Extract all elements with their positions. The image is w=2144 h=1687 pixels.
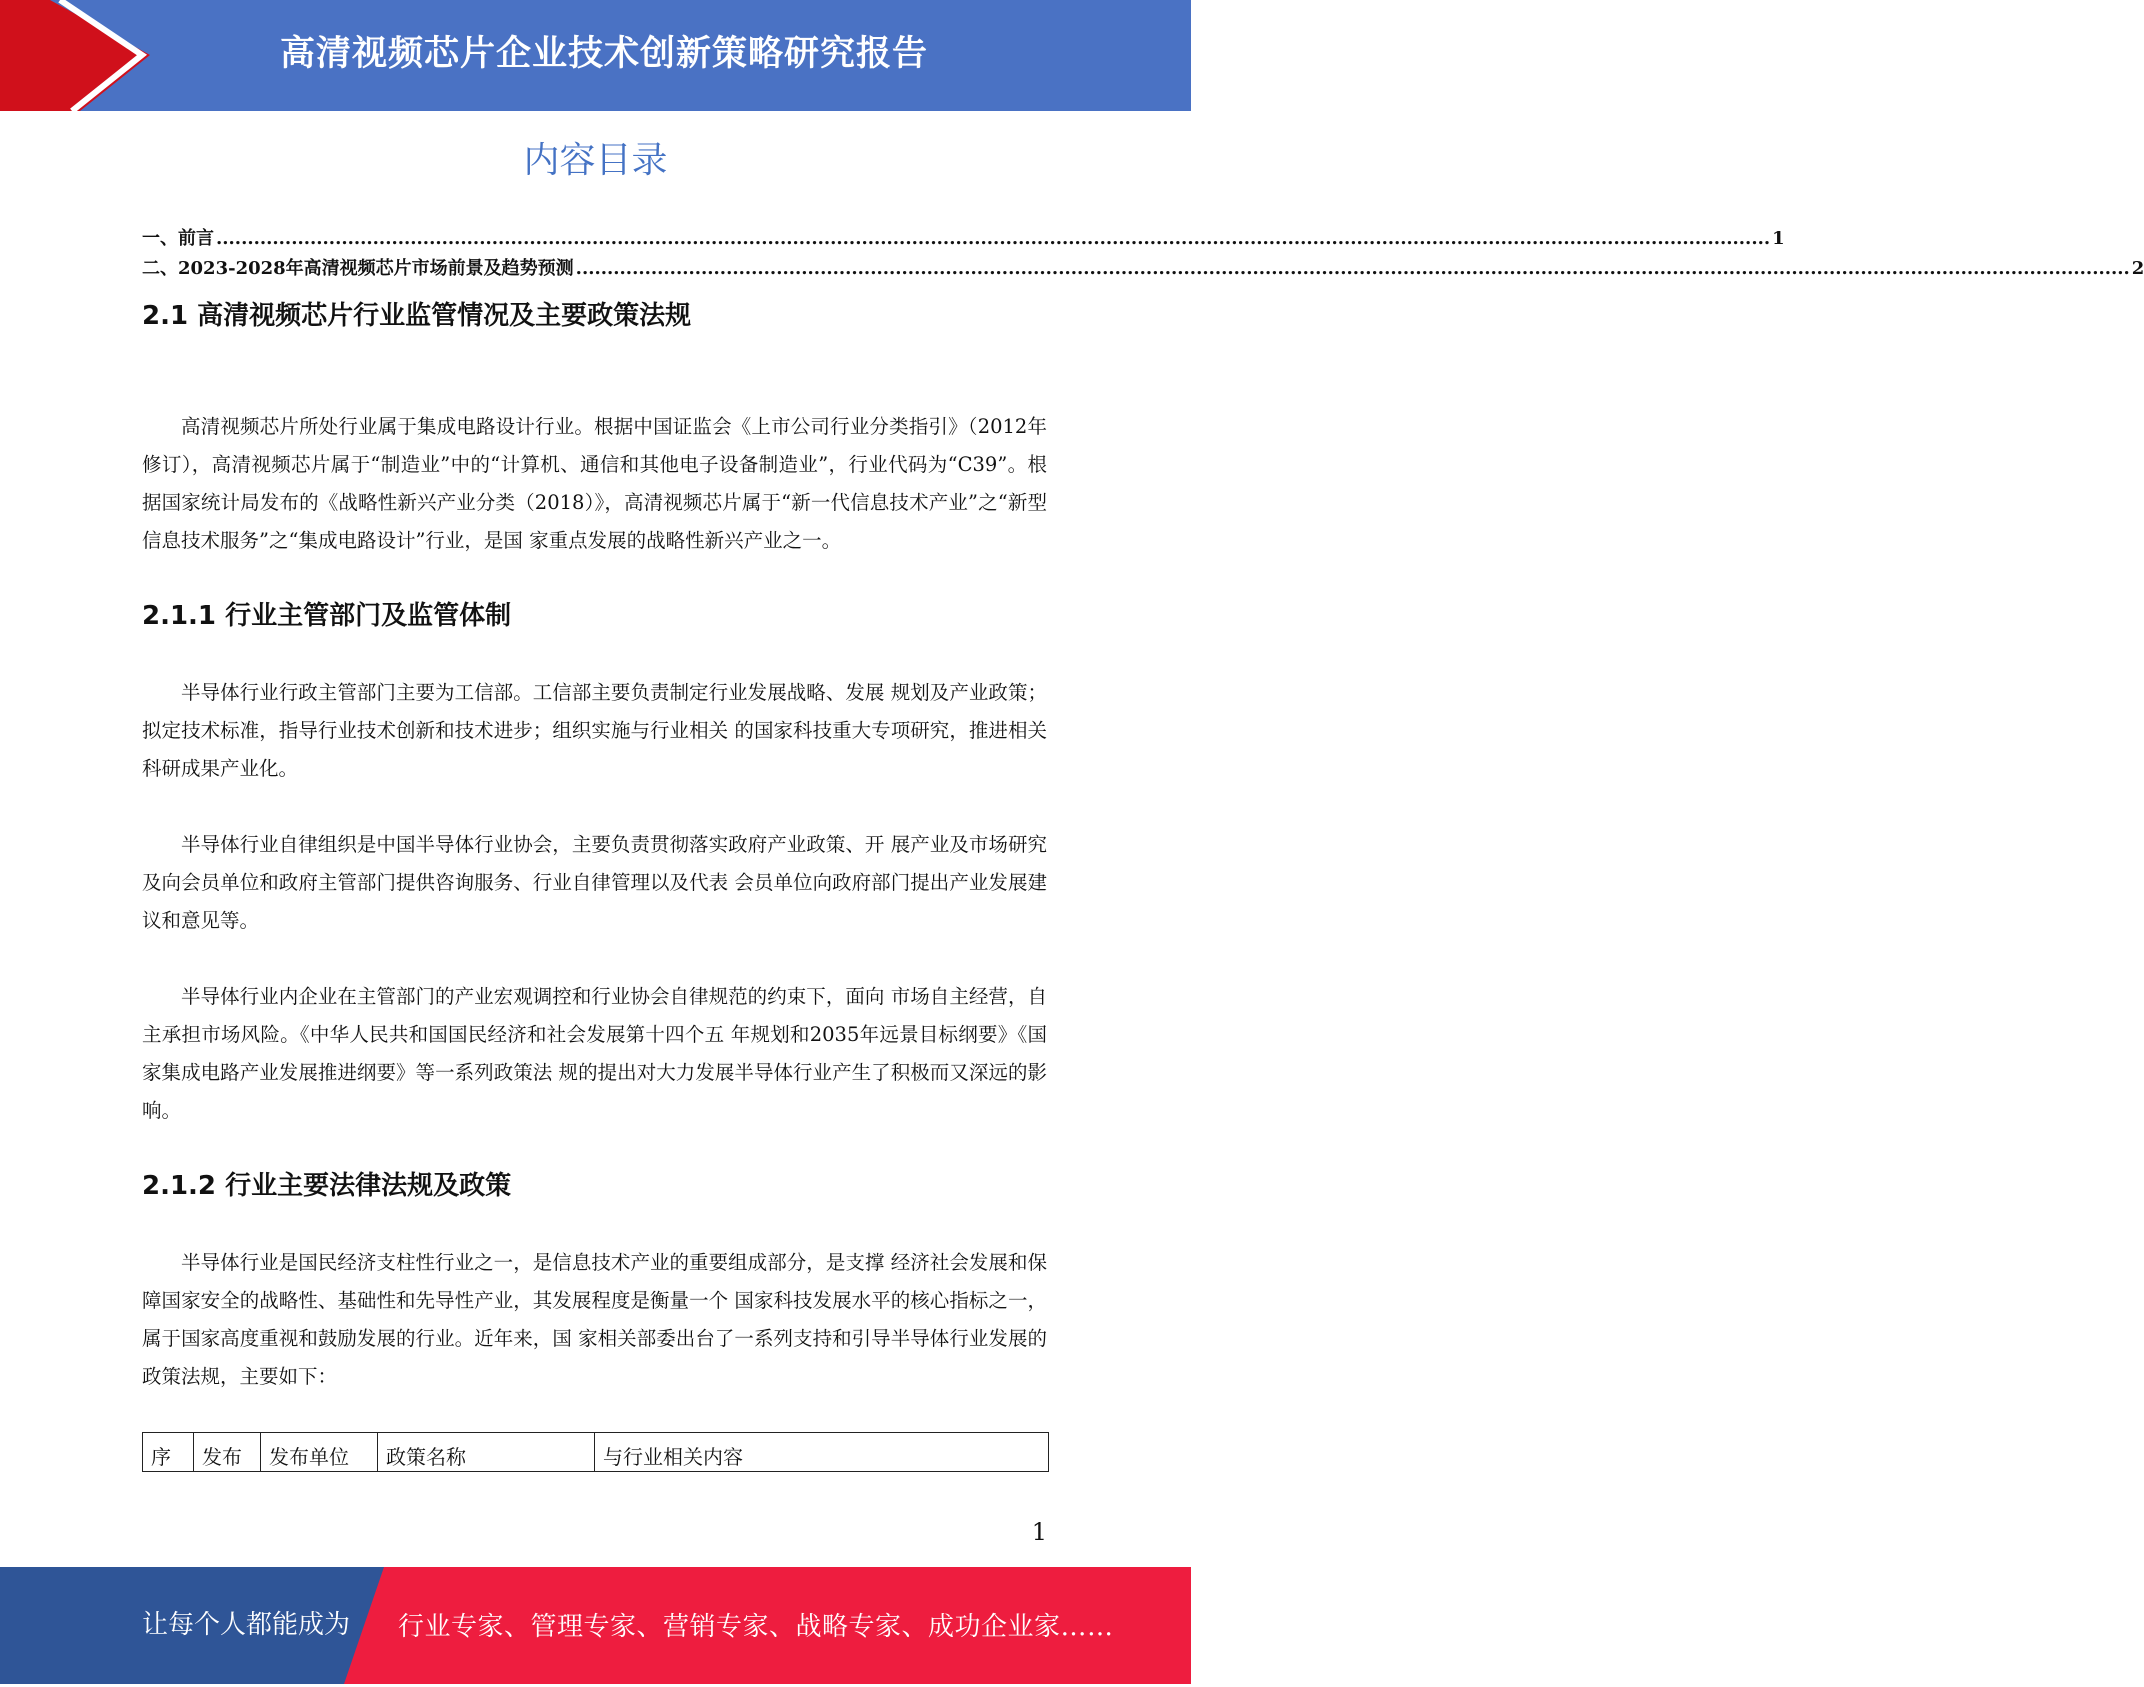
- column-header-related-content: 与行业相关内容: [595, 1433, 1049, 1472]
- column-header-policy-name: 政策名称: [378, 1433, 595, 1472]
- toc-entry-label: 二、2023-2028年高清视频芯片市场前景及趋势预测: [142, 258, 574, 279]
- header-banner: [0, 0, 1191, 111]
- toc-entry-label: 一、前言: [142, 228, 214, 249]
- document-body: [142, 296, 1047, 1472]
- section-heading-2-1: 2.1 高清视频芯片行业监管情况及主要政策法规: [142, 301, 692, 331]
- toc-leader-dots: ........................................................................................................................................................................................................................................................: [575, 258, 2130, 279]
- toc-entry-page: 2: [2131, 258, 2144, 279]
- body-paragraph: 半导体行业行政主管部门主要为工信部。工信部主要负责制定行业发展战略、发展 规划及产业政策；拟定技术标准，指导行业技术创新和技术进步；组织实施与行业相关 的国家科技重大专项研究，推进相关科研成果产业化。: [142, 681, 1047, 780]
- section-heading-2-1-2: 2.1.2 行业主要法律法规及政策: [142, 1171, 512, 1201]
- footer-slogan-left: 让每个人都能成为: [142, 1610, 351, 1640]
- table-header-row: [143, 1433, 1049, 1472]
- page-number: 1: [1031, 1518, 1047, 1546]
- toc-leader-dots: ........................................................................................................................................................................................................................................................: [216, 228, 1771, 249]
- report-title: 高清视频芯片企业技术创新策略研究报告: [280, 34, 929, 74]
- body-paragraph: 半导体行业自律组织是中国半导体行业协会，主要负责贯彻落实政府产业政策、开 展产业及市场研究及向会员单位和政府主管部门提供咨询服务、行业自律管理以及代表 会员单位向政府部门提出产业发展建议和意见等。: [142, 833, 1047, 932]
- column-header-index: 序: [143, 1433, 194, 1472]
- toc-entry[interactable]: [142, 254, 2144, 284]
- policy-table: [142, 1432, 1049, 1472]
- body-paragraph: 半导体行业是国民经济支柱性行业之一，是信息技术产业的重要组成部分，是支撑 经济社会发展和保障国家安全的战略性、基础性和先导性产业，其发展程度是衡量一个 国家科技发展水平的核心指标之一，属于国家高度重视和鼓励发展的行业。近年来，国 家相关部委出台了一系列支持和引导半导体行业发展的政策法规，主要如下：: [142, 1251, 1047, 1388]
- footer-slogan-right: 行业专家、管理专家、营销专家、战略专家、成功企业家……: [398, 1612, 1114, 1642]
- toc-entry-page: 1: [1772, 228, 1785, 249]
- toc-entry[interactable]: [142, 224, 1785, 254]
- column-header-issuer: 发布单位: [261, 1433, 378, 1472]
- footer-banner: [0, 1567, 1191, 1684]
- body-paragraph: 高清视频芯片所处行业属于集成电路设计行业。根据中国证监会《上市公司行业分类指引》（2012年修订），高清视频芯片属于“制造业”中的“计算机、通信和其他电子设备制造业”，行业代码为“C39”。根据国家统计局发布的《战略性新兴产业分类（2018）》，高清视频芯片属于“新一代信息技术产业”之“新型信息技术服务”之“集成电路设计”行业，是国 家重点发展的战略性新兴产业之一。: [142, 415, 1047, 552]
- table-of-contents: [142, 224, 2144, 284]
- red-arrow-decoration: [0, 0, 150, 111]
- section-heading-2-1-1: 2.1.1 行业主管部门及监管体制: [142, 601, 512, 631]
- column-header-release: 发布: [194, 1433, 261, 1472]
- toc-title: 内容目录: [523, 140, 668, 181]
- body-paragraph: 半导体行业内企业在主管部门的产业宏观调控和行业协会自律规范的约束下，面向 市场自主经营，自主承担市场风险。《中华人民共和国国民经济和社会发展第十四个五 年规划和2035年远景目标纲要》《国家集成电路产业发展推进纲要》等一系列政策法 规的提出对大力发展半导体行业产生了积极而又深远的影响。: [142, 985, 1047, 1122]
